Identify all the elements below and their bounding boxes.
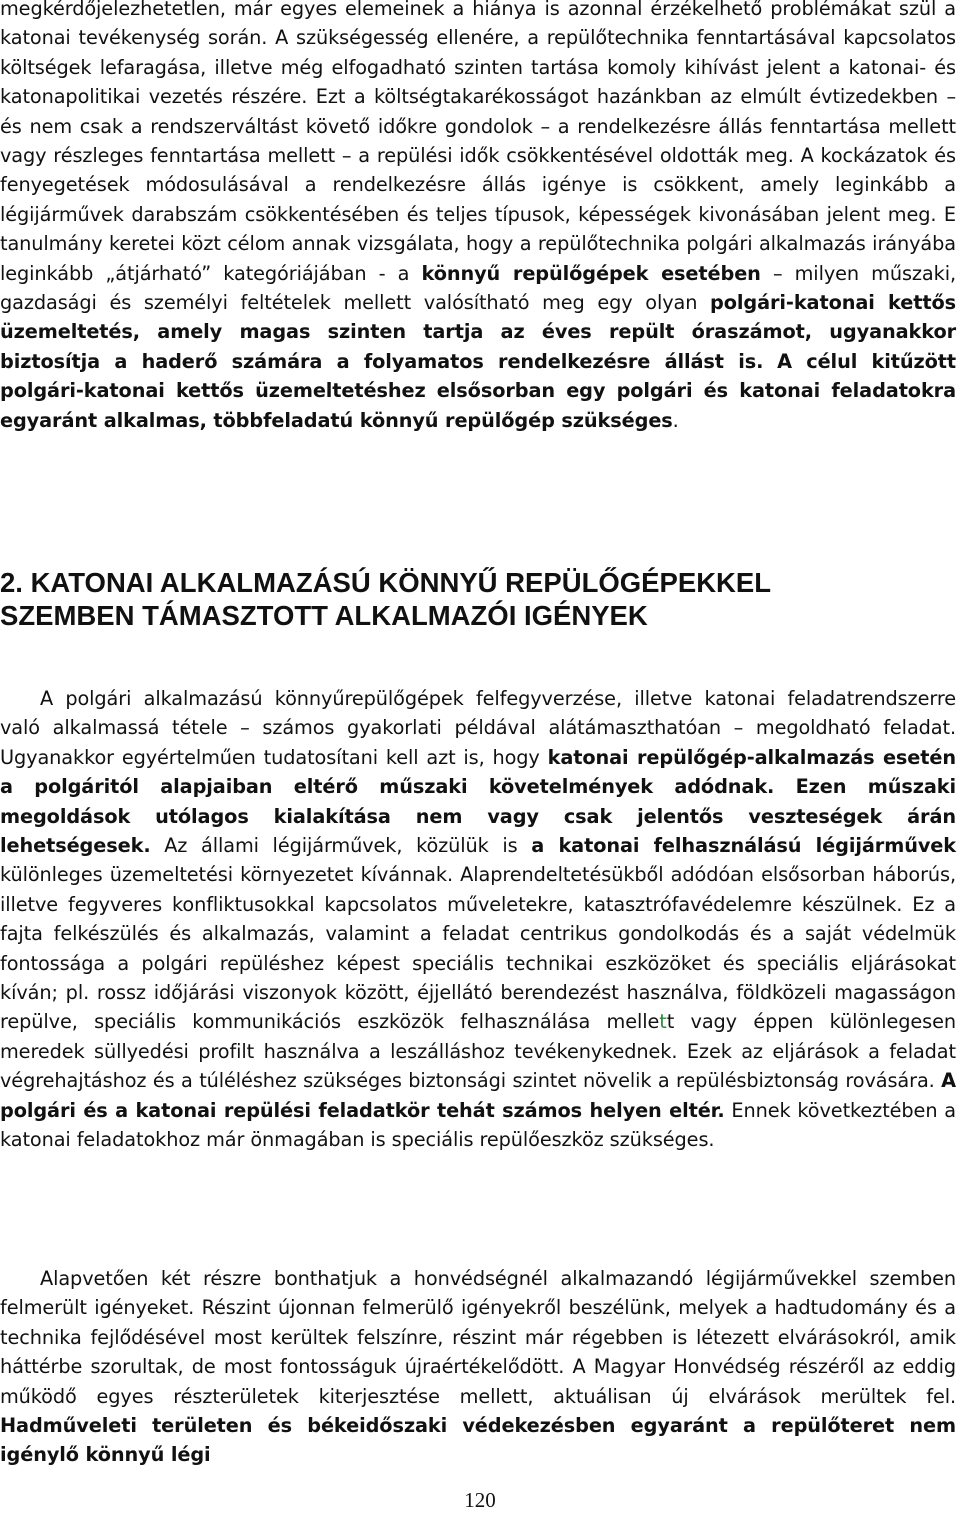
page-number: 120	[464, 1488, 496, 1512]
text-run: t vagy éppen különlegesen meredek süllyedési profilt használva a leszálláshoz tevékenykednek. Ezek az eljárások a feladat végrehajtáshoz és a túléléshez szükséges biztonsági szintet növelik a repülésbiztonság rovására.	[0, 1010, 956, 1093]
bold-run: katonai repülőgép-alkalmazás esetén a polgáritól alapjaiban eltérő műszaki követelmények adódnak. Ezen műszaki megoldások utólagos kialakítása nem vagy csak jelentős veszteségek árán lehetségesek.	[0, 745, 957, 858]
bold-run: könnyű repülőgépek esetében	[421, 261, 761, 285]
bold-run: Hadműveleti területen és békeidőszaki védekezésben egyaránt a repülőteret nem igénylő könnyű légi	[0, 1414, 956, 1467]
colored-letter: t	[659, 1010, 667, 1034]
text-run: – milyen műszaki, gazdasági és személyi feltételek mellett valósítható meg egy olyan	[0, 261, 956, 315]
bold-run: polgári-katonai kettős üzemeltetés, amely magas szinten tartja az éves repült óraszámot, ugyanakkor biztosítja a haderő számára a folyamatos rendelkezésre állást is.	[0, 291, 956, 373]
paragraph-requirements	[0, 684, 956, 1155]
section-heading-line-2: SZEMBEN TÁMASZTOTT ALKALMAZÓI IGÉNYEK	[0, 600, 648, 631]
bold-run: A célul kitűzött polgári-katonai kettős üzemeltetéshez elsősorban egy polgári és katonai feladatokra egyaránt alkalmas, többfeladatú könnyű repülőgép szükséges	[0, 349, 957, 432]
text-run: Alapvetően két részre bonthatjuk a honvédségnél alkalmazandó légijárművekkel szemben felmerült igényeket. Részint újonnan felmerülő igényekről beszélünk, melyek a hadtudomány és a technika fejlődésével most kerültek felszínre, részint már régebben is létezett elvárásokról, amik háttérbe szorultak, de most fontosságuk újraértékelődött. A Magyar Honvédség részéről az eddig működő egyes részterületek kiterjesztése mellett, aktuálisan új elvárások merültek fel.	[0, 1267, 956, 1408]
section-heading-line-1: 2. KATONAI ALKALMAZÁSÚ KÖNNYŰ REPÜLŐGÉPEKKEL	[0, 567, 772, 598]
paragraph-intro	[0, 0, 956, 435]
text-run: Ennek következtében a katonai feladatokhoz már önmagában is speciális repülőeszköz szükséges.	[0, 1098, 957, 1152]
paragraph-demands	[0, 1264, 956, 1470]
section-heading	[0, 566, 960, 632]
bold-run: A polgári és a katonai repülési feladatkör tehát számos helyen eltér.	[0, 1069, 956, 1122]
text-run: .	[672, 408, 679, 432]
text-run	[763, 350, 777, 373]
text-run: Az állami légijárművek, közülük is	[150, 834, 532, 858]
bold-run: a katonai felhasználású légijárművek	[531, 834, 956, 858]
text-run: megkérdőjelezhetetlen, már egyes elemeinek a hiánya is azonnal érzékelhető problémákat szül a katonai tevékenység során. A szükségesség ellenére, a repülőtechnika fenntartásával kapcsolatos költségek lefaragása, illetve még elfogadható szinten tartása komoly kihívást jelent a katonai- és katonapolitikai vezetés részére. Ezt a költségtakarékosságot hazánkban az elmúlt évtizedekben – és nem csak a rendszerváltást követő időkre gondolok – a rendelkezésre állás fenntartása mellett vagy részleges fenntartása mellett – a repülési idők csökkentésével oldották meg. A kockázatok és fenyegetések módosulásával a rendelkezésre állás igénye is csökkent, amely leginkább a légijárművek darabszám csökkentésében és teljes típusok, képességek kivonásában jelent meg. E tanulmány keretei közt célom annak vizsgálata, hogy a repülőtechnika polgári alkalmazás irányába leginkább „átjárható” kategóriájában - a	[0, 0, 956, 285]
text-run: A polgári alkalmazású könnyűrepülőgépek felfegyverzése, illetve katonai feladatrendszerre való alkalmassá tétele – számos gyakorlati példával alátámaszthatóan – megoldható feladat. Ugyanakkor egyértelműen tudatosítani kell azt is, hogy	[0, 687, 956, 769]
text-run: különleges üzemeltetési környezetet kívánnak. Alaprendeltetésükből adódóan elsősorban háborús, illetve fegyveres konfliktusokkal kapcsolatos műveletekre, katasztrófavédelemre készülnek. Ez a fajta felkészülés és alkalmazás, valamint a feladat centrikus gondolkodás és a saját védelmük fontossága a polgári repüléshez képest speciális technikai eszközöket és speciális eljárásokat kíván; pl. rossz időjárási viszonyok között, éjjellátó berendezést használva, földközeli magasságon repülve, speciális kommunikációs eszközök felhasználása melle	[0, 863, 956, 1034]
